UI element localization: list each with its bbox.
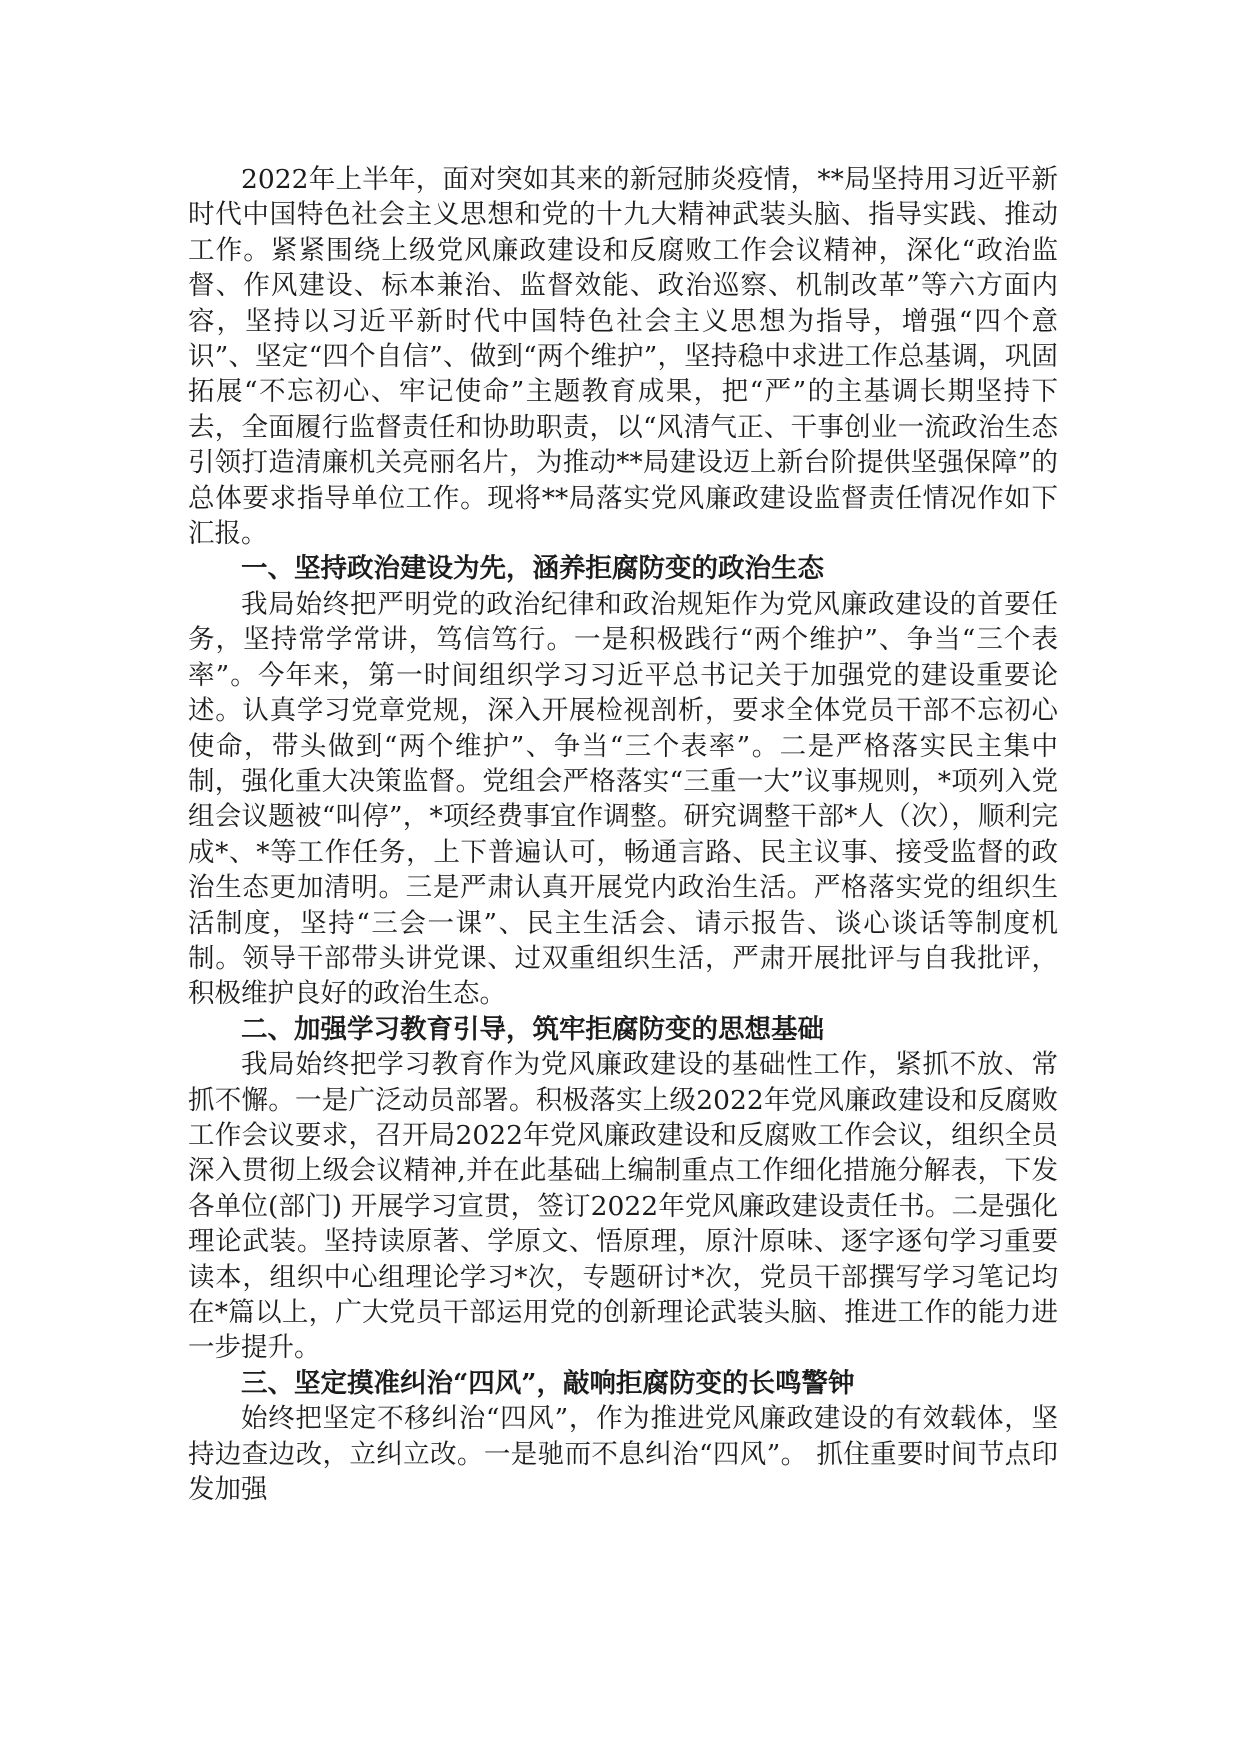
section-2-paragraph: 我局始终把学习教育作为党风廉政建设的基础性工作，紧抓不放、常抓不懈。一是广泛动员部署。积极落实上级2022年党风廉政建设和反腐败工作会议要求，召开局2022年党风廉政建设和反腐败工作会议，组织全员深入贯彻上级会议精神,并在此基础上编制重点工作细化措施分解表，下发各单位(部门) 开展学习宣贯，签订2022年党风廉政建设责任书。二是强化理论武装。坚持读原著、学原文、悟原理，原汁原味、逐字逐句学习重要读本，组织中心组理论学习*次，专题研讨*次，党员干部撰写学习笔记均在*篇以上，广大党员干部运用党的创新理论武装头脑、推进工作的能力进一步提升。 bbox=[188, 1049, 1058, 1364]
section-heading-2: 二、加强学习教育引导，筑牢拒腐防变的思想基础 bbox=[241, 1013, 824, 1045]
section-3-paragraph: 始终把坚定不移纠治“四风”，作为推进党风廉政建设的有效载体，坚持边查边改，立纠立改。一是驰而不息纠治“四风”。 抓住重要时间节点印发加强 bbox=[188, 1403, 1058, 1506]
document-body bbox=[188, 162, 1058, 1507]
section-heading-3: 三、坚定摸准纠治“四风”，敲响拒腐防变的长鸣警钟 bbox=[241, 1367, 855, 1399]
section-1-paragraph: 我局始终把严明党的政治纪律和政治规矩作为党风廉政建设的首要任务，坚持常学常讲，笃信笃行。一是积极践行“两个维护”、争当“三个表率”。今年来，第一时间组织学习习近平总书记关于加强党的建设重要论述。认真学习党章党规，深入开展检视剖析，要求全体党员干部不忘初心使命，带头做到“两个维护”、争当“三个表率”。二是严格落实民主集中制，强化重大决策监督。党组会严格落实“三重一大”议事规则，*项列入党组会议题被“叫停”，*项经费事宜作调整。研究调整干部*人（次），顺利完成*、*等工作任务，上下普遍认可，畅通言路、民主议事、接受监督的政治生态更加清明。三是严肃认真开展党内政治生活。严格落实党的组织生活制度，坚持“三会一课”、民主生活会、请示报告、谈心谈话等制度机制。领导干部带头讲党课、过双重组织生活，严肃开展批评与自我批评，积极维护良好的政治生态。 bbox=[188, 588, 1058, 1010]
intro-paragraph: 2022年上半年，面对突如其来的新冠肺炎疫情，**局坚持用习近平新时代中国特色社会主义思想和党的十九大精神武装头脑、指导实践、推动工作。紧紧围绕上级党风廉政建设和反腐败工作会议精神，深化“政治监督、作风建设、标本兼治、监督效能、政治巡察、机制改革”等六方面内容，坚持以习近平新时代中国特色社会主义思想为指导，增强“四个意识”、坚定“四个自信”、做到“两个维护”，坚持稳中求进工作总基调，巩固拓展“不忘初心、牢记使命”主题教育成果，把“严”的主基调长期坚持下去，全面履行监督责任和协助职责，以“风清气正、干事创业一流政治生态引领打造清廉机关亮丽名片，为推动**局建设迈上新台阶提供坚强保障”的总体要求指导单位工作。现将**局落实党风廉政建设监督责任情况作如下汇报。 bbox=[188, 164, 1058, 550]
section-heading-1: 一、坚持政治建设为先，涵养拒腐防变的政治生态 bbox=[241, 553, 824, 585]
